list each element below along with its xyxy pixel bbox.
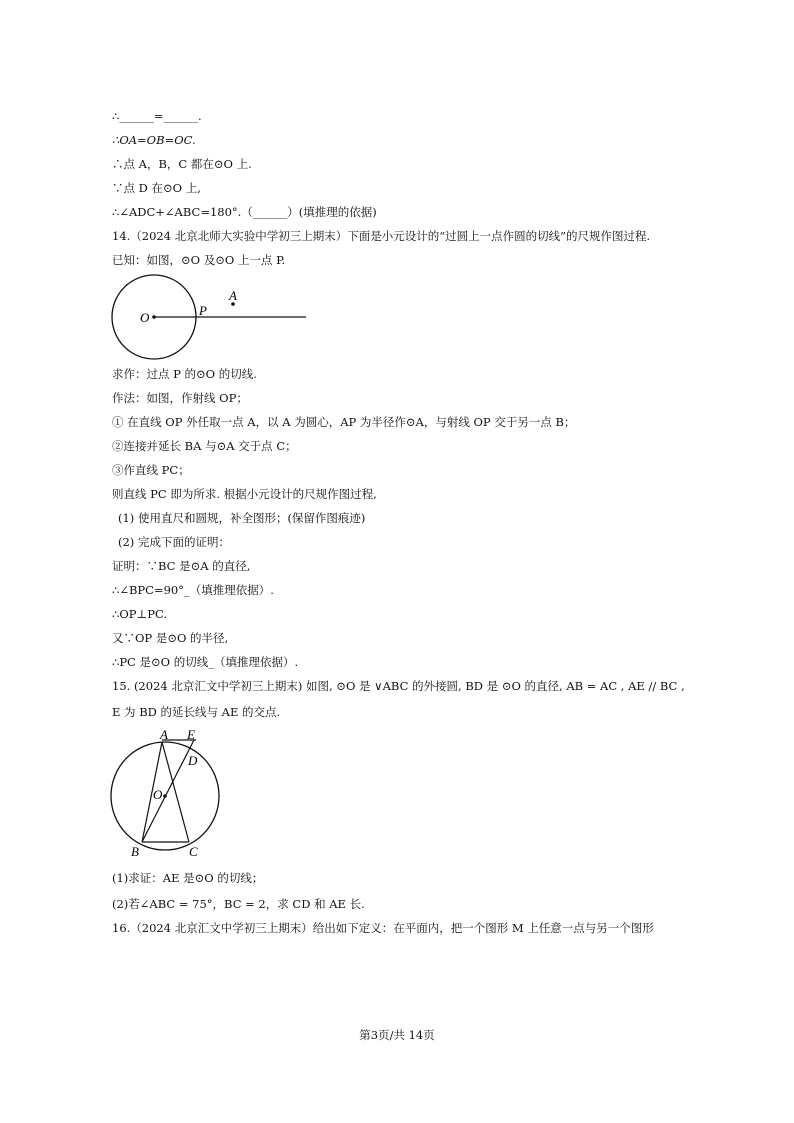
text-line-4: ∵点 D 在⊙O 上, xyxy=(112,181,201,195)
label-a: A xyxy=(229,288,237,303)
label-c: C xyxy=(189,844,198,859)
question-16-title: 16.（2024 北京汇文中学初三上期末）给出如下定义：在平面内，把一个图形 M 上任意一点与另一个图形 xyxy=(112,921,654,935)
text-line-5: ∴∠ADC+∠ABC=180°.（______）(填推理的依据) xyxy=(112,205,377,219)
step-3: ③作直线 PC； xyxy=(112,463,190,477)
step-1: ① 在直线 OP 外任取一点 A，以 A 为圆心，AP 为半径作⊙A，与射线 OP 交于另一点 B； xyxy=(112,415,576,429)
question-14-title: 14.（2024 北京北师大实验中学初三上期末）下面是小元设计的“过圆上一点作圆的切线”的尺规作图过程. xyxy=(112,229,651,243)
proof-line-4: 又∵OP 是⊙O 的半径, xyxy=(112,631,229,645)
point-o xyxy=(163,794,167,798)
label-o: O xyxy=(153,787,163,802)
text-line-1: ∴______=______. xyxy=(112,109,202,123)
question-15-text: E 为 BD 的延长线与 AE 的交点. xyxy=(112,705,281,719)
question-14-task: 求作：过点 P 的⊙O 的切线. xyxy=(112,367,257,381)
question-14-given: 已知：如图，⊙O 及⊙O 上一点 P. xyxy=(112,253,286,267)
text-line-3: ∴点 A，B，C 都在⊙O 上. xyxy=(112,157,252,171)
triangle-circle-figure xyxy=(106,726,226,860)
sub-question-1: (1) 使用直尺和圆规，补全图形；(保留作图痕迹) xyxy=(118,511,366,525)
proof-line-5: ∴PC 是⊙O 的切线_（填推理依据）. xyxy=(112,655,299,669)
page-number: 第3页/共 14页 xyxy=(359,1028,435,1042)
sub-question-2: (2) 完成下面的证明： xyxy=(118,535,230,549)
proof-line-3: ∴OP⊥PC. xyxy=(112,607,168,621)
question-15-part-1: (1)求证：AE 是⊙O 的切线； xyxy=(112,871,264,885)
circle-tangent-figure xyxy=(108,274,318,364)
segment-be xyxy=(142,740,194,842)
step-intro: 作法：如图，作射线 OP； xyxy=(112,391,248,405)
proof-line-1: 证明：∵BC 是⊙A 的直径, xyxy=(112,559,251,573)
step-conclusion: 则直线 PC 即为所求. 根据小元设计的尺规作图过程, xyxy=(112,487,377,501)
label-d: D xyxy=(188,753,198,768)
step-2: ②连接并延长 BA 与⊙A 交于点 C； xyxy=(112,439,297,453)
text-line-2: ∴OA=OB=OC. xyxy=(112,133,196,147)
question-15-part-2: (2)若∠ABC = 75°，BC = 2，求 CD 和 AE 长. xyxy=(112,897,365,911)
question-15-title: 15. (2024 北京汇文中学初三上期末) 如图, ⊙O 是 ∨ABC 的外接圆, BD 是 ⊙O 的直径, AB = AC , AE // BC , xyxy=(112,679,685,693)
label-a: A xyxy=(160,727,168,742)
label-b: B xyxy=(131,844,139,859)
label-p: P xyxy=(199,303,207,318)
point-o xyxy=(152,315,156,319)
label-e: E xyxy=(187,727,195,742)
label-o: O xyxy=(140,310,150,325)
proof-line-2: ∴∠BPC=90°_（填推理依据）. xyxy=(112,583,274,597)
